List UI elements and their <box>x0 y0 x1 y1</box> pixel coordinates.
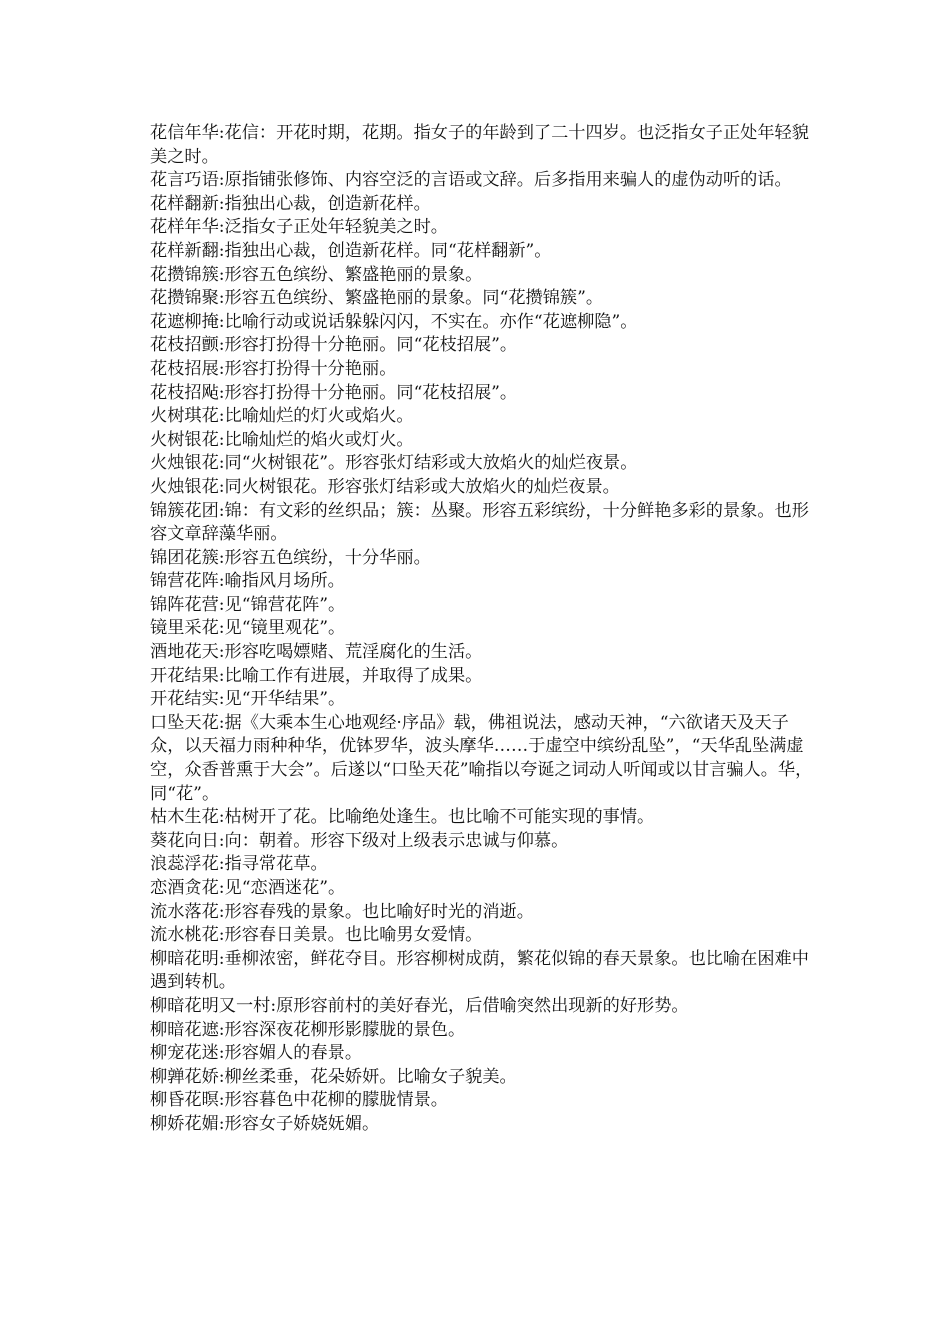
entry-liu-an-hua-zhe: 柳暗花遮:形容深夜花柳形影朦胧的景色。 <box>150 1019 466 1040</box>
entry-liu-hun-hua-ming: 柳昏花暝:形容暮色中花柳的朦胧情景。 <box>150 1090 448 1111</box>
entry-hua-yang-fan-xin: 花样翻新:指独出心裁，创造新花样。 <box>150 193 431 214</box>
entry-huo-zhu-yin-hua-2: 火烛银花:同火树银花。形容张灯结彩或大放焰火的灿烂夜景。 <box>150 476 620 497</box>
entry-liu-an-hua-ming: 柳暗花明:垂柳浓密，鲜花夺目。形容柳树成荫，繁花似锦的春天景象。也比喻在困难中遇到转机。 <box>150 948 809 993</box>
entry-hua-zhe-liu-yan: 花遮柳掩:比喻行动或说话躲躲闪闪，不实在。亦作“花遮柳隐”。 <box>150 311 638 332</box>
entry-jin-ying-hua-zhen: 锦营花阵:喻指风月场所。 <box>150 571 345 592</box>
entry-kou-zhui-tian-hua: 口坠天花:据《大乘本生心地观经·序品》载，佛祖说法，感动天神，“六欲诸天及天子众，以天福力雨种种华，优钵罗华，波头摩华……于虚空中缤纷乱坠”，“天华乱坠满虚空，众香普熏于大会”。后遂以“口坠天花”喻指以夸诞之词动人听闻或以甘言骗人。华，同“花”。 <box>150 712 813 804</box>
entry-jin-cu-hua-tuan: 锦簇花团:锦：有文彩的丝织品；簇：丛聚。形容五彩缤纷，十分鲜艳多彩的景象。也形容文章辞藻华丽。 <box>150 500 809 545</box>
entry-liu-duo-hua-jiao: 柳亸花娇:柳丝柔垂，花朵娇妍。比喻女子貌美。 <box>150 1066 517 1087</box>
entry-lang-rui-fu-hua: 浪蕊浮花:指寻常花草。 <box>150 854 328 875</box>
entry-kui-hua-xiang-ri: 葵花向日:向：朝着。形容下级对上级表示忠诚与仰慕。 <box>150 830 569 851</box>
entry-liu-shui-tao-hua: 流水桃花:形容春日美景。也比喻男女爱情。 <box>150 925 483 946</box>
entry-jin-zhen-hua-ying: 锦阵花营:见“锦营花阵”。 <box>150 594 346 615</box>
entry-hua-zhi-zhao-zhan: 花枝招展:形容打扮得十分艳丽。 <box>150 358 397 379</box>
entry-liu-shui-luo-hua: 流水落花:形容春残的景象。也比喻好时光的消逝。 <box>150 901 534 922</box>
entry-hua-yang-nian-hua: 花样年华:泛指女子正处年轻貌美之时。 <box>150 217 448 238</box>
entry-liu-an-hua-ming-you-yi-cun: 柳暗花明又一村:原形容前村的美好春光，后借喻突然出现新的好形势。 <box>150 995 689 1016</box>
entry-hua-zan-jin-cu: 花攒锦簇:形容五色缤纷、繁盛艳丽的景象。 <box>150 264 483 285</box>
entry-liu-chong-hua-mi: 柳宠花迷:形容媚人的春景。 <box>150 1043 363 1064</box>
entry-jin-tuan-hua-cu: 锦团花簇:形容五色缤纷，十分华丽。 <box>150 547 431 568</box>
dictionary-page <box>150 122 816 1137</box>
entry-huo-shu-qi-hua: 火树琪花:比喻灿烂的灯火或焰火。 <box>150 406 414 427</box>
entry-jing-li-cai-hua: 镜里采花:见“镜里观花”。 <box>150 618 346 639</box>
entry-kai-hua-jie-guo: 开花结果:比喻工作有进展，并取得了成果。 <box>150 665 483 686</box>
entry-hua-zhi-zhao-chan: 花枝招颤:形容打扮得十分艳丽。同“花枝招展”。 <box>150 335 518 356</box>
entry-hua-yan-qiao-yu: 花言巧语:原指铺张修饰、内容空泛的言语或文辞。后多指用来骗人的虚伪动听的话。 <box>150 170 792 191</box>
entry-liu-jiao-hua-mei: 柳娇花媚:形容女子娇娆妩媚。 <box>150 1113 380 1134</box>
entry-hua-xin-nian-hua: 花信年华:花信：开花时期，花期。指女子的年龄到了二十四岁。也泛指女子正处年轻貌美之时。 <box>150 123 809 167</box>
entry-jiu-di-hua-tian: 酒地花天:形容吃喝嫖赌、荒淫腐化的生活。 <box>150 642 483 663</box>
entry-huo-shu-yin-hua: 火树银花:比喻灿烂的焰火或灯火。 <box>150 429 414 450</box>
entry-ku-mu-sheng-hua: 枯木生花:枯树开了花。比喻绝处逢生。也比喻不可能实现的事情。 <box>150 807 655 828</box>
entry-hua-zhi-zhao-zhan-2: 花枝招飐:形容打扮得十分艳丽。同“花枝招展”。 <box>150 382 518 403</box>
entry-hua-zan-jin-ju: 花攒锦聚:形容五色缤纷、繁盛艳丽的景象。同“花攒锦簇”。 <box>150 288 604 309</box>
entry-huo-zhu-yin-hua: 火烛银花:同“火树银花”。形容张灯结彩或大放焰火的灿烂夜景。 <box>150 453 638 474</box>
entry-kai-hua-jie-shi: 开花结实:见“开华结果”。 <box>150 689 346 710</box>
entry-lian-jiu-tan-hua: 恋酒贪花:见“恋酒迷花”。 <box>150 878 346 898</box>
entry-hua-yang-xin-fan: 花样新翻:指独出心裁，创造新花样。同“花样翻新”。 <box>150 240 552 261</box>
